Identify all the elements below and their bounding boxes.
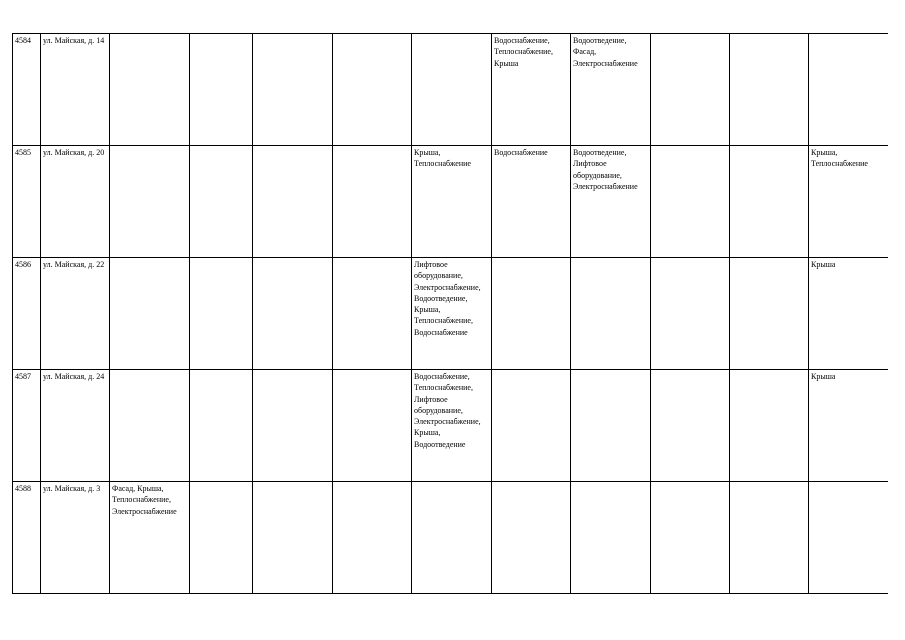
work-type-cell <box>809 34 888 146</box>
work-type-cell <box>190 370 253 482</box>
work-type-cell <box>571 258 651 370</box>
work-type-cell: Лифтовое оборудование, Электроснабжение, Водоотведение, Крыша, Теплоснабжение, Водоснабжение <box>412 258 492 370</box>
work-type-cell <box>492 482 571 594</box>
row-id-cell: 4587 <box>13 370 41 482</box>
table-row <box>13 258 888 370</box>
work-type-cell: Водоотведение, Фасад, Электроснабжение <box>571 34 651 146</box>
work-type-cell: Крыша, Теплоснабжение <box>412 146 492 258</box>
work-type-cell <box>651 34 730 146</box>
row-id-cell: 4588 <box>13 482 41 594</box>
repair-schedule-table <box>12 33 888 594</box>
work-type-cell <box>730 258 809 370</box>
work-type-cell <box>190 482 253 594</box>
table-body <box>13 34 888 594</box>
work-type-cell <box>333 482 412 594</box>
work-type-cell <box>110 146 190 258</box>
table-row <box>13 482 888 594</box>
work-type-cell <box>651 482 730 594</box>
address-cell: ул. Майская, д. 22 <box>41 258 110 370</box>
work-type-cell <box>492 258 571 370</box>
work-type-cell <box>190 258 253 370</box>
work-type-cell <box>110 34 190 146</box>
work-type-cell: Крыша, Теплоснабжение <box>809 146 888 258</box>
work-type-cell <box>333 146 412 258</box>
address-cell: ул. Майская, д. 3 <box>41 482 110 594</box>
work-type-cell <box>730 482 809 594</box>
work-type-cell: Водоотведение, Лифтовое оборудование, Электроснабжение <box>571 146 651 258</box>
work-type-cell <box>571 482 651 594</box>
work-type-cell: Крыша <box>809 370 888 482</box>
work-type-cell <box>190 146 253 258</box>
work-type-cell <box>809 482 888 594</box>
work-type-cell: Крыша <box>809 258 888 370</box>
work-type-cell <box>651 370 730 482</box>
work-type-cell <box>190 34 253 146</box>
work-type-cell <box>651 146 730 258</box>
row-id-cell: 4585 <box>13 146 41 258</box>
work-type-cell <box>253 482 333 594</box>
table-row <box>13 370 888 482</box>
address-cell: ул. Майская, д. 24 <box>41 370 110 482</box>
work-type-cell: Фасад, Крыша, Теплоснабжение, Электроснабжение <box>110 482 190 594</box>
table-row <box>13 34 888 146</box>
work-type-cell: Водоснабжение, Теплоснабжение, Крыша <box>492 34 571 146</box>
work-type-cell <box>730 370 809 482</box>
work-type-cell: Водоснабжение <box>492 146 571 258</box>
row-id-cell: 4586 <box>13 258 41 370</box>
address-cell: ул. Майская, д. 20 <box>41 146 110 258</box>
work-type-cell: Водоснабжение, Теплоснабжение, Лифтовое оборудование, Электроснабжение, Крыша, Водоотведение <box>412 370 492 482</box>
work-type-cell <box>333 34 412 146</box>
address-cell: ул. Майская, д. 14 <box>41 34 110 146</box>
work-type-cell <box>253 146 333 258</box>
work-type-cell <box>253 34 333 146</box>
work-type-cell <box>492 370 571 482</box>
work-type-cell <box>412 482 492 594</box>
work-type-cell <box>333 370 412 482</box>
work-type-cell <box>651 258 730 370</box>
work-type-cell <box>110 370 190 482</box>
work-type-cell <box>253 258 333 370</box>
work-type-cell <box>412 34 492 146</box>
work-type-cell <box>110 258 190 370</box>
row-id-cell: 4584 <box>13 34 41 146</box>
table-row <box>13 146 888 258</box>
work-type-cell <box>730 146 809 258</box>
work-type-cell <box>571 370 651 482</box>
work-type-cell <box>730 34 809 146</box>
work-type-cell <box>333 258 412 370</box>
work-type-cell <box>253 370 333 482</box>
